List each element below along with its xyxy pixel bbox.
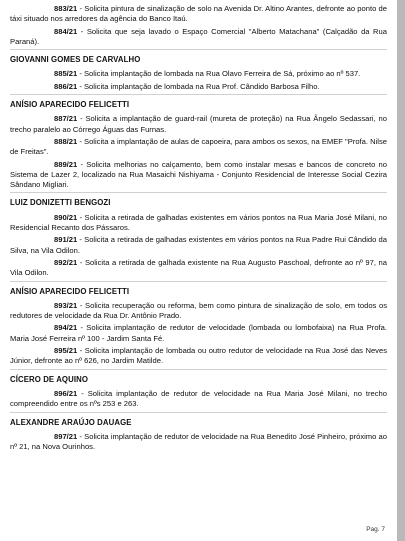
indication-entry (10, 213, 387, 234)
indication-entry (10, 389, 387, 410)
author-heading: ANÍSIO APARECIDO FELICETTI (10, 286, 130, 296)
indication-entry (10, 323, 387, 344)
indication-entry (10, 137, 387, 158)
indication-number: 886/21 (54, 81, 78, 91)
indication-entry (10, 301, 387, 322)
document-content (10, 4, 387, 452)
indication-number: 885/21 (54, 69, 78, 79)
indication-text: - Solicita a retirada de galhadas existentes em vários pontos na Rua Padre Rui Cândido da Silva, na Vila Odilon. (10, 235, 387, 255)
indication-text: - Solicita a retirada de galhada existente na Rua Augusto Paschoal, defronte ao nº 97, na Vila Odilon. (10, 257, 387, 278)
indication-text: - Solicita a retirada de galhadas existentes em vários pontos na Rua Maria José Milani, no Residencial Recanto dos Pássaros. (10, 212, 387, 233)
indication-entry (10, 69, 387, 79)
indication-number: 884/21 (54, 26, 78, 36)
indication-number: 883/21 (54, 4, 78, 13)
author-heading: CÍCERO DE AQUINO (10, 374, 88, 384)
section-divider (10, 192, 387, 193)
indication-number: 897/21 (54, 431, 78, 441)
indication-number: 888/21 (54, 136, 78, 146)
author-heading: LUIZ DONIZETTI BENGOZI (10, 198, 111, 208)
indication-text: - Solicita implantação de lombada na Rua Prof. Cândido Barbosa Filho. (77, 81, 320, 91)
indication-number: 890/21 (54, 212, 78, 222)
indication-text: - Solicita melhorias no calçamento, bem como instalar mesas e bancos de concreto no Sistema de Lazer 2, localizado na Rua Masaichi Nishiyama - Conjunto Residencial de Interesse Social Cezira Sândano Migliari. (10, 159, 387, 190)
indication-text: - Solicita implantação de redutor de velocidade (lombada ou lombofaixa) na Rua Profa. Maria José Ferreira nº 100 - Jardim Santa Fé. (10, 323, 387, 343)
indication-text: - Solicita implantação de lombada ou outro redutor de velocidade na Rua José das Neves Júnior, defronte ao nº 626, no Jardim Matilde. (10, 346, 387, 366)
indication-number: 892/21 (54, 257, 78, 267)
indication-entry (10, 432, 387, 453)
indication-entry (10, 82, 387, 92)
indication-text: - Solicita implantação de redutor de velocidade na Rua Maria José Milani, no trecho compreendido entre os nºs 253 e 263. (10, 388, 387, 409)
indication-text: - Solicita recuperação ou reforma, bem como pintura de sinalização de solo, em todos os redutores de velocidade da Rua Dr. Antônio Prado. (10, 300, 387, 321)
indication-number: 891/21 (54, 235, 78, 245)
indication-number: 889/21 (54, 159, 78, 169)
indication-number: 887/21 (54, 114, 78, 124)
indication-number: 896/21 (54, 388, 78, 398)
section-divider (10, 369, 387, 370)
indication-text: - Solicita a implantação de aulas de capoeira, para ambos os sexos, na EMEF "Profa. Nilse de Freitas". (10, 136, 387, 157)
section-divider (10, 281, 387, 282)
indication-number: 893/21 (54, 300, 78, 310)
author-heading: ANÍSIO APARECIDO FELICETTI (10, 100, 130, 110)
section-divider (10, 412, 387, 413)
section-divider (10, 94, 387, 95)
indication-entry (10, 27, 387, 48)
indication-text: - Solicita pintura de sinalização de solo na Avenida Dr. Altino Arantes, defronte ao ponto de táxi situado nos arredores da agência do Banco Itaú. (10, 4, 387, 24)
indication-number: 895/21 (54, 346, 78, 356)
indication-entry (10, 258, 387, 279)
indication-entry (10, 114, 387, 135)
indication-text: - Solicita a implantação de guard-rail (mureta de proteção) na Rua Ângelo Sedassari, no trecho paralelo ao Córrego Águas das Furnas. (10, 114, 387, 134)
author-heading: ALEXANDRE ARAÚJO DAUAGE (10, 417, 132, 427)
indication-text: - Solicita que seja lavado o Espaço Comercial "Alberto Matachana" (Calçadão da Rua Paraná). (10, 26, 387, 46)
section-divider (10, 49, 387, 50)
indication-entry (10, 346, 387, 367)
indication-entry (10, 4, 387, 25)
author-heading: GIOVANNI GOMES DE CARVALHO (10, 55, 141, 65)
indication-text: - Solicita implantação de lombada na Rua Olavo Ferreira de Sá, próximo ao nº 537. (77, 69, 361, 79)
indication-text: - Solicita implantação de redutor de velocidade na Rua Benedito José Pinheiro, próximo ao nº 21, na Nova Ourinhos. (10, 431, 387, 452)
page-number: Pag. 7 (366, 525, 385, 533)
indication-entry (10, 235, 387, 256)
indication-entry (10, 160, 387, 191)
indication-number: 894/21 (54, 323, 78, 333)
